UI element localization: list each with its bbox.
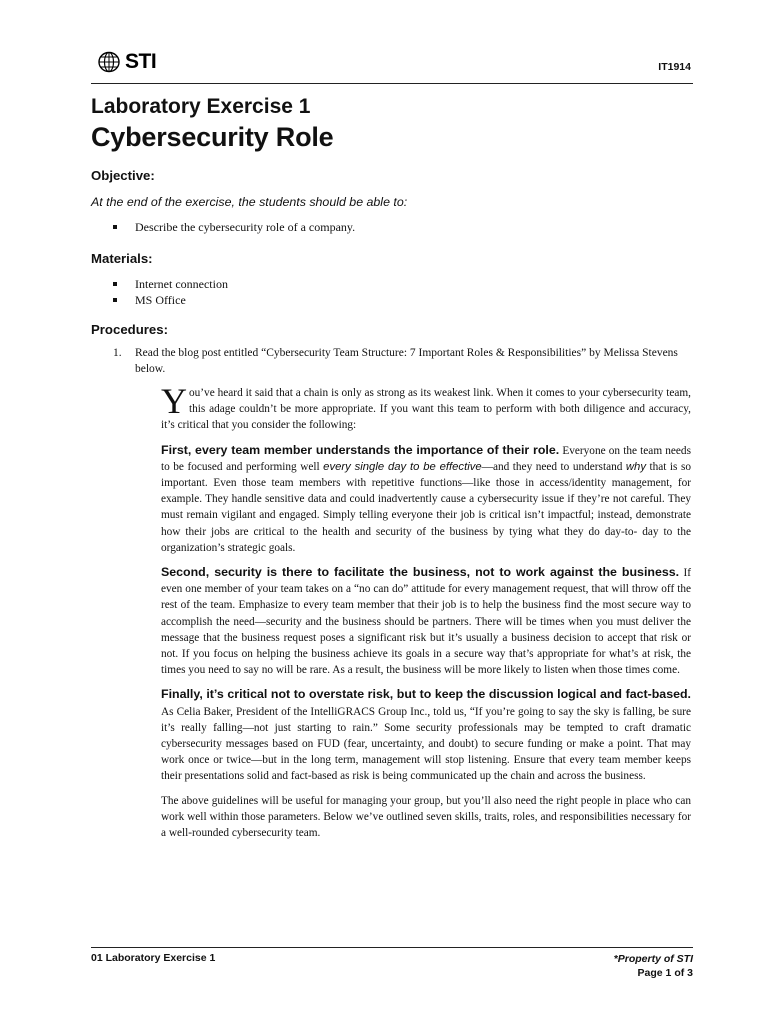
paragraph-text: As Celia Baker, President of the IntelliGRACS Group Inc., told us, “If you’re going to say the sky is falling, be sure it’s really falling—not just starting to rain.” Some security professionals may be tempted to craft dramatic cybersecurity messages based on FUD (fear, uncertainty, and doubt) to secure funding or make a point. That may work once or twice—but in the long term, management will stop listening. Ensure that every team member keeps their presentations solid and fact-based as risk is being communicated up the chain and across the business. bbox=[161, 705, 691, 783]
step-number: 1. bbox=[113, 347, 122, 359]
emphasis-text: why bbox=[625, 460, 646, 473]
list-item bbox=[91, 345, 693, 377]
article-paragraph-4: The above guidelines will be useful for managing your group, but you’ll also need the right people in place who can work well within those parameters. Below we’ve outlined seven skills, traits, roles, and responsibilities necessary for a well-rounded cybersecurity team. bbox=[161, 794, 691, 840]
objective-list bbox=[91, 219, 693, 235]
step-text: Read the blog post entitled “Cybersecurity Team Structure: 7 Important Roles & Responsibilities” by Melissa Stevens below. bbox=[135, 347, 678, 375]
article-paragraph-2 bbox=[161, 564, 691, 678]
paragraph-text: If even one member of your team takes on a “no can do” attitude for every management request, that will throw off the rest of the team. Emphasize to every team member that their job is to help the business find the most secure way to accomplish the need—security and the business should be partners. There will be times when you must deliver the message that the business request poses a significant risk but it’s usually a business decision to accept that risk or not. If you focus on helping the business achieve its goals in a secure way that’s appropriate for what’s at risk, the times you need to say no will be rare. As a result, the business will be more likely to listen when those times come. bbox=[161, 567, 692, 677]
intro-text: ou’ve heard it said that a chain is only as strong as its weakest link. When it comes to your cybersecurity team, this adage couldn’t be more appropriate. If you want this team to perform with both diligence and accuracy, it’s critical that you consider the following: bbox=[161, 387, 691, 432]
footer-right bbox=[614, 952, 693, 980]
document-code: IT1914 bbox=[658, 61, 691, 73]
article-excerpt bbox=[161, 381, 692, 841]
list-item: Describe the cybersecurity role of a company. bbox=[91, 219, 693, 235]
paragraph-text: Everyone on the team needs to be focused and performing well bbox=[161, 444, 691, 473]
page-number: Page 1 of 3 bbox=[637, 967, 693, 979]
paragraph-lead: First, every team member understands the importance of their role. bbox=[161, 442, 560, 457]
header-divider bbox=[91, 83, 693, 84]
list-item: Internet connection bbox=[91, 276, 693, 292]
page-title: Cybersecurity Role bbox=[91, 122, 334, 152]
lab-title: Laboratory Exercise 1 bbox=[91, 95, 311, 118]
paragraph-lead: Second, security is there to facilitate the business, not to work against the business. bbox=[161, 565, 680, 580]
article-paragraph-1 bbox=[161, 442, 691, 556]
article-paragraph-3 bbox=[161, 686, 691, 784]
objective-heading: Objective: bbox=[91, 168, 155, 183]
logo-wordmark: STI bbox=[125, 50, 157, 73]
paragraph-lead: Finally, it’s critical not to overstate risk, but to keep the discussion logical and fact-based. bbox=[161, 687, 691, 702]
emphasis-text: every single day to be effective bbox=[323, 460, 482, 473]
sti-logo bbox=[97, 50, 156, 74]
materials-heading: Materials: bbox=[91, 251, 153, 266]
globe-icon bbox=[97, 51, 123, 73]
property-note: *Property of STI bbox=[613, 953, 693, 965]
footer-divider bbox=[91, 947, 693, 948]
paragraph-text: —and they need to understand bbox=[481, 460, 626, 473]
main-content bbox=[91, 93, 693, 849]
drop-cap: Y bbox=[161, 381, 187, 421]
list-item: MS Office bbox=[91, 292, 693, 308]
footer-course: 01 Laboratory Exercise 1 bbox=[91, 952, 216, 964]
procedures-heading: Procedures: bbox=[91, 322, 168, 337]
procedures-list bbox=[91, 345, 693, 377]
article-intro bbox=[161, 381, 691, 434]
materials-list bbox=[91, 276, 693, 308]
objective-intro: At the end of the exercise, the students should be able to: bbox=[91, 195, 408, 209]
page-header bbox=[91, 46, 691, 82]
paragraph-text: that is so important. Even those team members with repetitive functions—like those in access/identity management, for example. They handle sensitive data and could inadvertently cause a cybersecurity issue if they’re not careful. They must remain vigilant and engaged. Simply telling everyone their job is critical isn’t impactful; instead, demonstrate how their jobs are critical to the health and security of the business by tying what they do day-to- day to the organization’s strategic goals. bbox=[161, 460, 692, 554]
